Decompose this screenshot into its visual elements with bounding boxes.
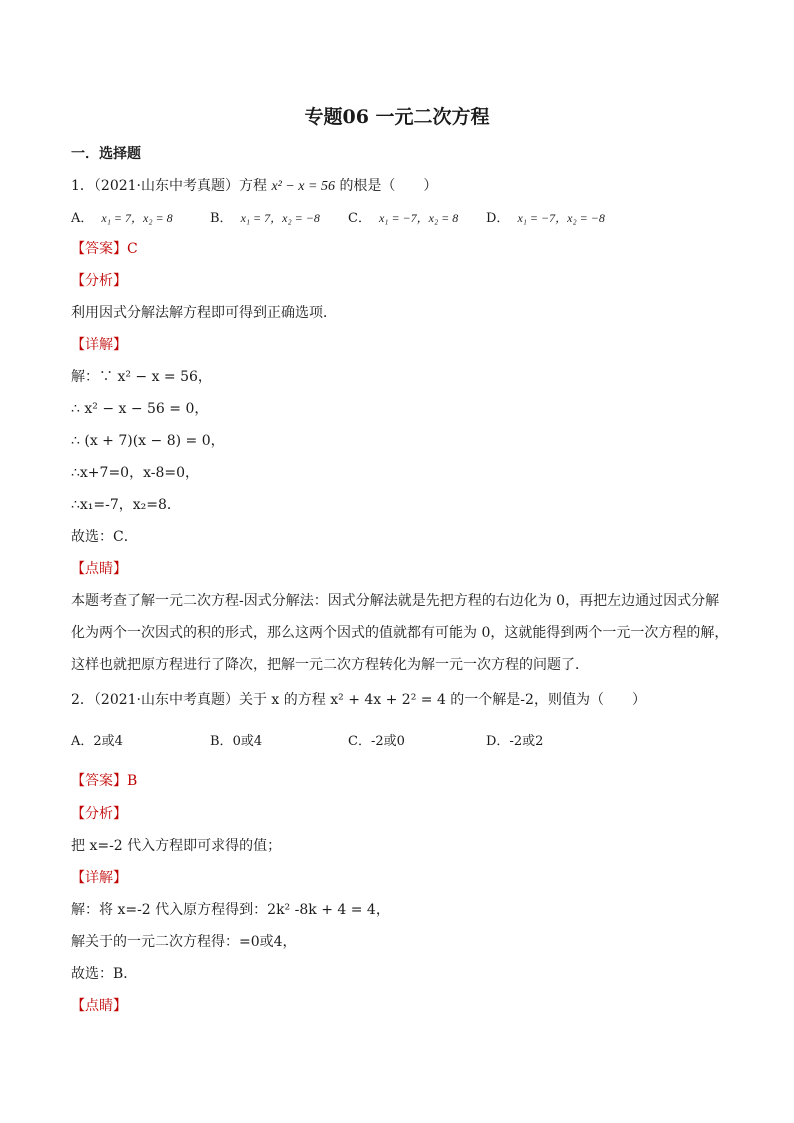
q2-option-b <box>210 733 262 751</box>
q2-stem: 2．（2021·山东中考真题）关于 x 的方程 x² + 4x + 2² = 4 的一个解是-2，则值为（ ） <box>71 692 646 708</box>
q2-option-d <box>486 733 543 751</box>
q1-option-b <box>210 209 320 228</box>
q1-stem-suffix: 的根是（ ） <box>339 178 438 194</box>
q1-step: ∴ x² − x − 56 = 0， <box>71 401 209 417</box>
q1-option-a <box>71 209 173 228</box>
option-equation: x₁ = −7，x₂ = −8 <box>517 211 605 225</box>
option-equation: x₁ = 7，x₂ = 8 <box>101 211 173 225</box>
q2-option-a <box>71 733 123 751</box>
q1-comment-line: 化为两个一次因式的积的形式，那么这两个因式的值就都有可能为 0，这就能得到两个一元一次方程的解， <box>71 625 729 641</box>
q2-step: 故选：B． <box>71 966 138 982</box>
q1-comment-line: 本题考查了解一元二次方程-因式分解法：因式分解法就是先把方程的右边化为 0，再把左边通过因式分解 <box>71 593 720 609</box>
q1-detail-heading: 【详解】 <box>71 337 127 353</box>
section-heading: 一．选择题 <box>71 146 141 162</box>
q1-answer: 【答案】C <box>71 241 138 257</box>
option-text: 2或4 <box>93 734 123 749</box>
option-equation: x₁ = 7，x₂ = −8 <box>240 211 320 225</box>
option-equation: x₁ = −7，x₂ = 8 <box>378 211 459 225</box>
q1-step: 故选：C． <box>71 529 138 545</box>
q1-option-c <box>348 209 458 228</box>
q2-step: 解：将 x=-2 代入原方程得到：2k² -8k + 4 = 4， <box>71 902 390 918</box>
option-label: C． <box>348 211 371 226</box>
q1-comment-line: 这样也就把原方程进行了降次，把解一元二次方程转化为解一元一次方程的问题了． <box>71 657 589 673</box>
q2-step: 解关于的一元二次方程得：=0或4， <box>71 934 297 950</box>
q1-option-d <box>486 209 605 228</box>
option-label: B． <box>210 734 233 749</box>
page-title: 专题06 一元二次方程 <box>304 106 490 128</box>
option-text: 0或4 <box>232 734 263 749</box>
q2-option-c <box>348 733 405 751</box>
q2-analysis-heading: 【分析】 <box>71 806 127 822</box>
option-label: D． <box>486 211 510 226</box>
q1-step: 解：∵ x² − x = 56， <box>71 369 212 385</box>
q1-comment-heading: 【点睛】 <box>71 561 127 577</box>
q1-step: ∴ (x + 7)(x − 8) = 0， <box>71 433 225 449</box>
option-label: D． <box>486 734 510 749</box>
q1-stem-prefix: 1．（2021·山东中考真题）方程 <box>71 178 267 194</box>
q1-analysis-heading: 【分析】 <box>71 273 127 289</box>
option-text: -2或2 <box>509 734 544 749</box>
q2-detail-heading: 【详解】 <box>71 870 127 886</box>
option-label: B． <box>210 211 233 226</box>
option-label: A． <box>71 734 94 749</box>
q1-step: ∴x+7=0，x-8=0， <box>71 465 200 481</box>
q2-answer: 【答案】B <box>71 773 138 789</box>
q1-stem <box>71 177 437 196</box>
q1-analysis-text: 利用因式分解法解方程即可得到正确选项． <box>71 305 337 321</box>
option-label: A． <box>71 211 94 226</box>
q2-analysis-text: 把 x=-2 代入方程即可求得的值； <box>71 838 282 854</box>
q1-step: ∴x₁=-7，x₂=8． <box>71 497 181 513</box>
q2-comment-heading: 【点睛】 <box>71 998 127 1014</box>
option-label: C． <box>348 734 371 749</box>
option-text: -2或0 <box>370 734 405 749</box>
q1-stem-equation: x² − x = 56 <box>271 179 335 194</box>
